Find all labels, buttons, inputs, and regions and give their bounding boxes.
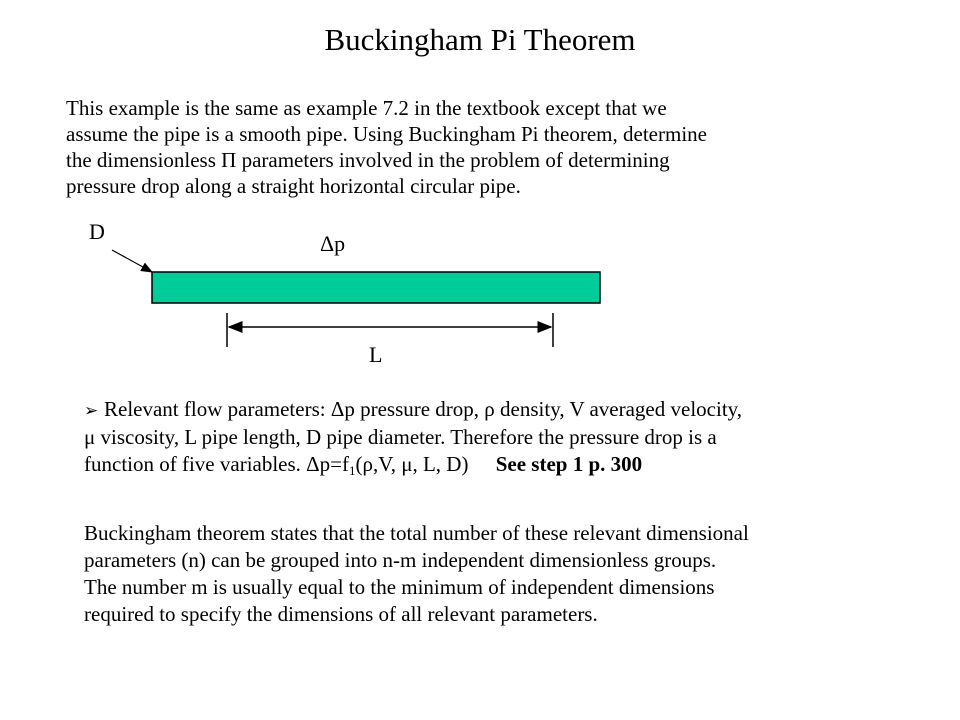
intro-line: the dimensionless Π parameters involved in the problem of determining bbox=[66, 148, 670, 172]
buckingham-line: The number m is usually equal to the minimum of independent dimensions bbox=[84, 575, 715, 599]
intro-line: assume the pipe is a smooth pipe. Using Buckingham Pi theorem, determine bbox=[66, 122, 707, 146]
step-reference: See step 1 p. 300 bbox=[495, 452, 643, 476]
buckingham-line: Buckingham theorem states that the total number of these relevant dimensional bbox=[84, 521, 749, 545]
length-label: L bbox=[369, 342, 383, 367]
page-title: Buckingham Pi Theorem bbox=[324, 22, 636, 57]
diameter-pointer-arrow bbox=[112, 250, 152, 272]
arrow-bullet-icon: ➢ bbox=[84, 401, 99, 420]
bullet-line: μ viscosity, L pipe length, D pipe diameter. Therefore the pressure drop is a bbox=[84, 425, 717, 449]
buckingham-paragraph bbox=[84, 520, 944, 628]
buckingham-line: parameters (n) can be grouped into n-m independent dimensionless groups. bbox=[84, 548, 717, 572]
pressure-drop-label: Δp bbox=[320, 231, 346, 256]
bullet-line: (ρ,V, μ, L, D) bbox=[355, 452, 469, 476]
buckingham-line: required to specify the dimensions of all relevant parameters. bbox=[84, 602, 598, 626]
intro-line: This example is the same as example 7.2 in the textbook except that we bbox=[66, 96, 667, 120]
bullet-line: Relevant flow parameters: Δp pressure drop, ρ density, V averaged velocity, bbox=[104, 397, 743, 421]
function-subscript: 1 bbox=[349, 463, 356, 478]
intro-line: pressure drop along a straight horizontal circular pipe. bbox=[66, 174, 521, 198]
pipe-body bbox=[152, 272, 600, 303]
bullet-line: function of five variables. Δp=f bbox=[84, 452, 350, 476]
flow-parameters-bullet bbox=[84, 396, 944, 478]
diameter-label: D bbox=[89, 219, 105, 244]
